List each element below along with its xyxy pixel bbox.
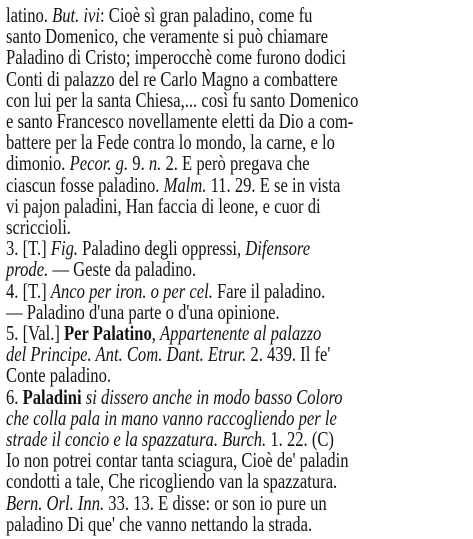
text-run: Fare il paladino. — [212, 278, 326, 303]
italic-run: strade il concio e la spazzatura. Burch. — [6, 427, 267, 451]
text-run: Paladino di Cristo; imperocchè come furono dodici — [6, 45, 347, 70]
italic-run: Fig. — [50, 236, 79, 261]
bold-run: Paladini — [22, 384, 82, 409]
text-run: 33. 13. E disse: or son io pure un — [104, 490, 327, 515]
text-run: 9. — [128, 151, 149, 176]
text-run: 6. — [6, 384, 23, 409]
text-line — [6, 512, 373, 537]
text-run: : Cioè sì gran paladino, come fu — [99, 3, 313, 27]
text-run: paladino Di que' che vanno nettando la strada. — [6, 511, 313, 536]
text-run: 4. [T.] — [6, 278, 51, 303]
text-run: Conte paladino. — [6, 363, 112, 388]
text-run: Io non potrei contar tanta sciagura, Cioè de' paladin — [6, 448, 349, 473]
text-run: 3. [T.] — [6, 236, 51, 261]
italic-run: si dissero anche in modo basso Coloro — [85, 384, 343, 409]
text-run: santo Domenico, che veramente si può chiamare — [6, 24, 328, 49]
text-run: con lui per la santa Chiesa,... così fu santo Domenico — [6, 87, 359, 112]
text-run: Paladino degli oppressi, — [78, 236, 246, 261]
text-run: latino. — [6, 3, 53, 27]
italic-run: prode. — [6, 257, 49, 282]
text-run: , — [151, 321, 161, 345]
text-run: 2. 439. Il fe' — [246, 342, 331, 367]
text-run: 1. 22. (C) — [266, 427, 334, 451]
text-run: e santo Francesco novellamente eletti da Dio a com- — [6, 109, 354, 133]
italic-run: Malm. — [163, 172, 207, 197]
italic-run: Anco per iron. o per cel. — [50, 278, 213, 303]
italic-run: n. — [148, 151, 162, 176]
text-run: 5. [Val.] — [6, 321, 65, 345]
text-run: 11. 29. E se in vista — [206, 172, 341, 197]
text-run: condotti a tale, Che ricogliendo van la spazzatura. — [6, 469, 338, 494]
italic-run: del Principe. Ant. Com. Dant. Etrur. — [6, 342, 247, 367]
text-run: Conti di palazzo del re Carlo Magno a combattere — [6, 66, 338, 91]
text-run: dimonio. — [6, 151, 70, 176]
italic-run: Pecor. g. — [69, 151, 129, 176]
text-run: — Geste da paladino. — [48, 257, 197, 282]
text-run: 2. E però pregava che — [161, 151, 310, 176]
text-run: scriccioli. — [6, 215, 71, 239]
text-run: vi pajon paladini, Han faccia di leone, e cuor di — [6, 193, 321, 218]
italic-run: Difensore — [245, 236, 311, 261]
text-run: — Paladino d'una parte o d'una opinione. — [6, 299, 280, 324]
text-run: ciascun fosse paladino. — [6, 172, 164, 197]
italic-run: che colla pala in mano vanno raccogliendo per le — [6, 405, 337, 430]
bold-run: Per Palatino — [64, 321, 152, 345]
italic-run: Bern. Orl. Inn. — [6, 490, 105, 515]
text-run: battere per la Fede contra lo mondo, la carne, e lo — [6, 130, 335, 155]
italic-run: But. ivi — [52, 3, 100, 27]
italic-run: Appartenente al palazzo — [160, 321, 322, 345]
